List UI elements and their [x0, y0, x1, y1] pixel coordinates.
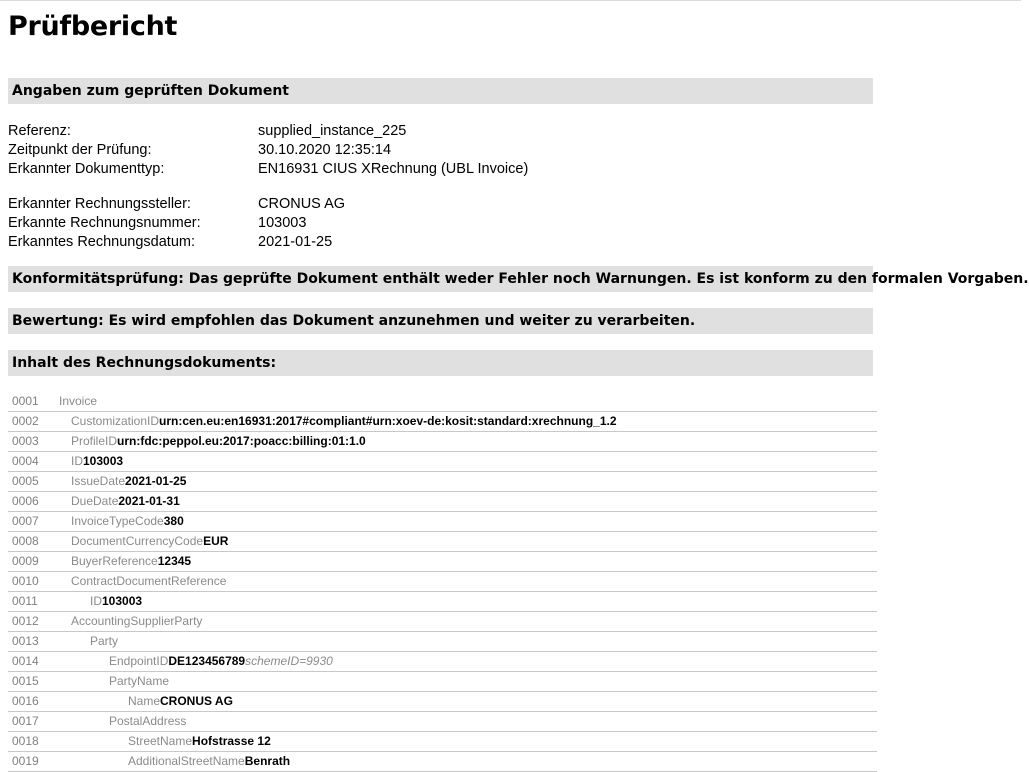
tree-node	[59, 712, 186, 731]
section-header-assessment: Bewertung: Es wird empfohlen das Dokument anzunehmen und weiter zu verarbeiten.	[8, 308, 873, 334]
element-name: ID	[90, 594, 102, 608]
element-value: 2021-01-25	[125, 474, 187, 488]
section-header-conformity: Konformitätsprüfung: Das geprüfte Dokument enthält weder Fehler noch Warnungen. Es ist konform zu den formalen Vorgaben.	[8, 266, 873, 292]
tree-node	[59, 512, 184, 531]
report-page	[0, 1, 1029, 772]
info-value: EN16931 CIUS XRechnung (UBL Invoice)	[258, 161, 529, 177]
line-number: 0001	[12, 394, 39, 408]
tree-line	[8, 692, 877, 712]
document-info-block	[8, 122, 1021, 179]
info-row	[8, 214, 1021, 233]
tree-line	[8, 752, 877, 772]
line-number: 0014	[12, 654, 39, 668]
element-name: EndpointID	[109, 654, 169, 668]
element-name: InvoiceTypeCode	[71, 514, 164, 528]
info-row	[8, 141, 1021, 160]
info-label: Erkannter Dokumenttyp:	[8, 161, 165, 177]
element-name: StreetName	[128, 734, 193, 748]
info-label: Erkannter Rechnungssteller:	[8, 196, 191, 212]
info-label: Erkanntes Rechnungsdatum:	[8, 234, 195, 250]
element-value: urn:cen.eu:en16931:2017#compliant#urn:xoev-de:kosit:standard:xrechnung_1.2	[159, 414, 617, 428]
tree-node	[59, 392, 97, 411]
info-label: Zeitpunkt der Prüfung:	[8, 142, 152, 158]
info-value: 103003	[258, 215, 307, 231]
tree-node	[59, 432, 366, 451]
tree-line	[8, 432, 877, 452]
line-number: 0009	[12, 554, 39, 568]
element-value: 380	[163, 514, 184, 528]
tree-node	[59, 752, 290, 771]
element-value: 2021-01-31	[118, 494, 180, 508]
tree-line	[8, 572, 877, 592]
section-header-document-info: Angaben zum geprüften Dokument	[8, 78, 873, 104]
element-name: CustomizationID	[71, 414, 160, 428]
tree-node	[59, 452, 123, 471]
element-value: DE123456789	[168, 654, 246, 668]
info-row	[8, 122, 1021, 141]
tree-line	[8, 392, 877, 412]
element-name: BuyerReference	[71, 554, 158, 568]
info-label: Erkannte Rechnungsnummer:	[8, 215, 201, 231]
info-value: 30.10.2020 12:35:14	[258, 142, 392, 158]
info-value: CRONUS AG	[258, 196, 346, 212]
element-value: urn:fdc:peppol.eu:2017:poacc:billing:01:1.0	[117, 434, 366, 448]
line-number: 0003	[12, 434, 39, 448]
tree-line	[8, 732, 877, 752]
element-value: 12345	[157, 554, 192, 568]
line-number: 0008	[12, 534, 39, 548]
line-number: 0007	[12, 514, 39, 528]
tree-line	[8, 452, 877, 472]
tree-line	[8, 592, 877, 612]
tree-node	[59, 492, 180, 511]
tree-node	[59, 592, 142, 611]
element-name: ContractDocumentReference	[71, 574, 227, 588]
element-name: IssueDate	[71, 474, 126, 488]
tree-node	[59, 552, 191, 571]
invoice-info-block	[8, 195, 1021, 252]
tree-node	[59, 632, 118, 651]
tree-line	[8, 492, 877, 512]
element-value: Hofstrasse 12	[192, 734, 271, 748]
line-number: 0002	[12, 414, 39, 428]
element-value: 103003	[102, 594, 143, 608]
tree-line	[8, 632, 877, 652]
section-header-content: Inhalt des Rechnungsdokuments:	[8, 350, 873, 376]
element-name: Party	[90, 634, 119, 648]
line-number: 0016	[12, 694, 39, 708]
invoice-content-tree	[8, 392, 877, 772]
line-number: 0017	[12, 714, 39, 728]
element-name: ID	[71, 454, 83, 468]
element-name: AccountingSupplierParty	[71, 614, 203, 628]
element-name: ProfileID	[71, 434, 118, 448]
element-name: PartyName	[109, 674, 170, 688]
line-number: 0010	[12, 574, 39, 588]
line-number: 0018	[12, 734, 39, 748]
element-name: PostalAddress	[109, 714, 187, 728]
tree-node	[59, 652, 333, 671]
info-row	[8, 195, 1021, 214]
tree-line	[8, 652, 877, 672]
element-value: CRONUS AG	[160, 694, 233, 708]
tree-line	[8, 612, 877, 632]
tree-node	[59, 572, 226, 591]
line-number: 0011	[12, 594, 38, 608]
element-name: DocumentCurrencyCode	[71, 534, 204, 548]
element-name: Name	[128, 694, 161, 708]
tree-node	[59, 672, 169, 691]
tree-node	[59, 732, 271, 751]
info-value: supplied_instance_225	[258, 123, 407, 139]
info-label: Referenz:	[8, 123, 71, 139]
line-number: 0004	[12, 454, 39, 468]
tree-line	[8, 532, 877, 552]
line-number: 0012	[12, 614, 39, 628]
element-name: AdditionalStreetName	[128, 754, 245, 768]
element-name: Invoice	[59, 394, 98, 408]
tree-line	[8, 412, 877, 432]
tree-line	[8, 512, 877, 532]
element-attribute: schemeID=9930	[245, 654, 333, 668]
line-number: 0006	[12, 494, 39, 508]
tree-line	[8, 712, 877, 732]
element-value: EUR	[203, 534, 229, 548]
tree-line	[8, 552, 877, 572]
element-value: 103003	[83, 454, 124, 468]
line-number: 0015	[12, 674, 39, 688]
page-title: Prüfbericht	[8, 11, 178, 42]
tree-node	[59, 532, 228, 551]
tree-line	[8, 472, 877, 492]
tree-line	[8, 672, 877, 692]
line-number: 0019	[12, 754, 39, 768]
info-value: 2021-01-25	[258, 234, 333, 250]
element-value: Benrath	[244, 754, 291, 768]
element-name: DueDate	[71, 494, 119, 508]
tree-node	[59, 472, 186, 491]
info-row	[8, 233, 1021, 252]
line-number: 0005	[12, 474, 39, 488]
tree-node	[59, 692, 233, 711]
line-number: 0013	[12, 634, 39, 648]
info-row	[8, 160, 1021, 179]
tree-node	[59, 412, 617, 431]
tree-node	[59, 612, 202, 631]
